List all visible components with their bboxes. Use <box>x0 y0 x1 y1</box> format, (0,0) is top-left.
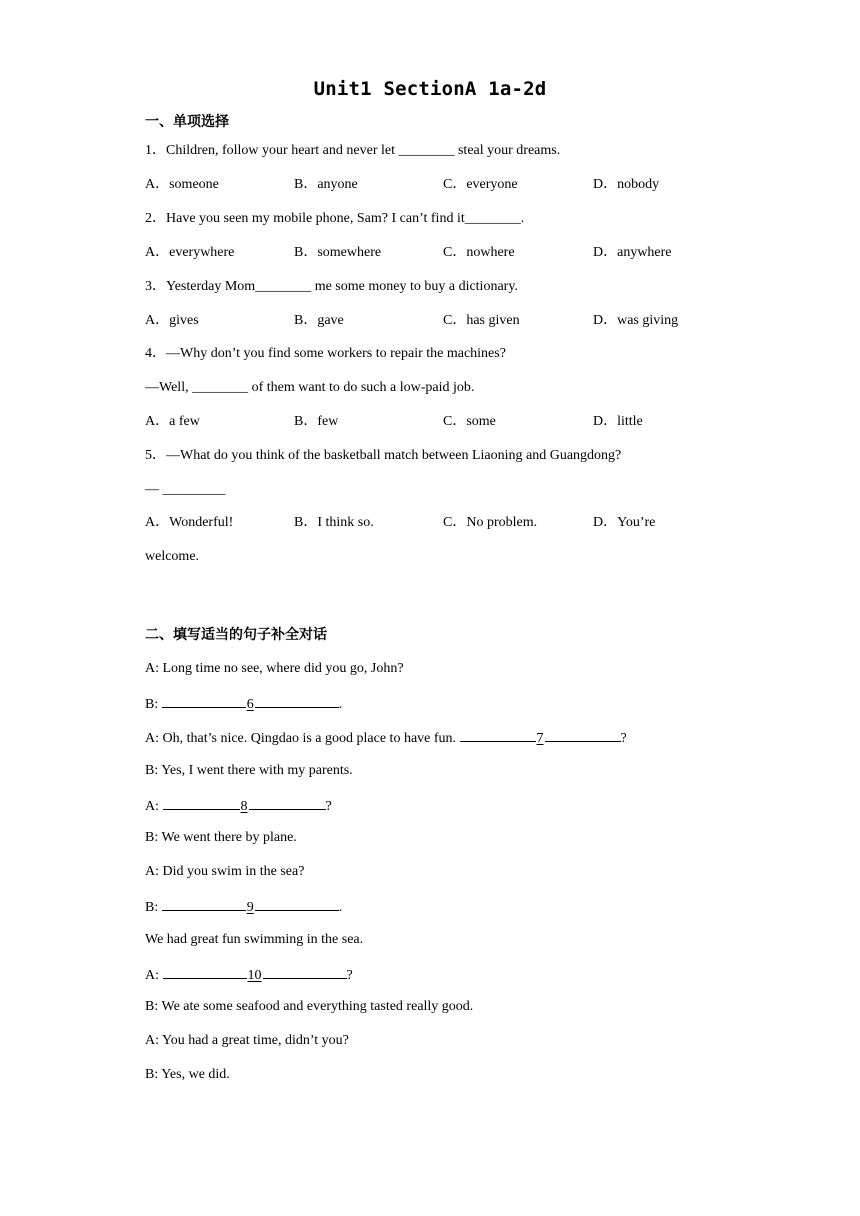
option-c: C．everyone <box>443 177 518 192</box>
question-number: 2． <box>145 211 166 226</box>
numbered-blank <box>163 795 326 817</box>
option-b: B．gave <box>294 313 344 328</box>
option-d: D．nobody <box>593 177 660 192</box>
dialogue-line <box>145 930 363 950</box>
option-b: B．few <box>294 414 339 429</box>
dialogue-text: Yes, I went there with my parents. <box>161 763 353 778</box>
question-text: Have you seen my mobile phone, Sam? I can’t find it <box>166 211 465 226</box>
speaker-label: A: <box>145 968 163 983</box>
question-4-line-2 <box>145 378 474 398</box>
dialogue-line <box>145 862 304 882</box>
dialogue-line <box>145 659 404 679</box>
option-b: B．I think so. <box>294 515 374 530</box>
question-2 <box>145 209 524 229</box>
dialogue-punctuation: ? <box>346 968 353 983</box>
speaker-label: A: <box>145 799 163 814</box>
question-number: 1． <box>145 143 166 158</box>
dialogue-line <box>145 795 332 817</box>
speaker-label: B: <box>145 900 162 915</box>
answer-blank: ________ <box>255 279 312 294</box>
answer-blank: ________ <box>192 380 249 395</box>
dialogue-line <box>145 1065 230 1085</box>
dialogue-text: We went there by plane. <box>161 830 297 845</box>
question-5-answer-line: — _________ <box>145 482 226 497</box>
option-a: A．gives <box>145 313 199 328</box>
question-text: of them want to do such a low-paid job. <box>248 380 475 395</box>
numbered-blank <box>162 693 339 715</box>
question-text: Yesterday Mom <box>166 279 256 294</box>
speaker-label: A: <box>145 661 163 676</box>
blank-number: 6 <box>246 697 254 712</box>
blank-number: 7 <box>536 731 544 746</box>
option-a: A．someone <box>145 177 219 192</box>
question-number: 4． <box>145 346 166 361</box>
option-c: C．nowhere <box>443 245 515 260</box>
question-text: steal your dreams. <box>454 143 561 158</box>
speaker-label: B: <box>145 1067 162 1082</box>
question-text: Children, follow your heart and never let <box>166 143 399 158</box>
question-4 <box>145 344 506 364</box>
speaker-label: B: <box>145 830 162 845</box>
dialogue-text: Did you swim in the sea? <box>162 864 305 879</box>
page-title: Unit1 SectionA 1a-2d <box>313 78 547 100</box>
dialogue-text: You had a great time, didn’t you? <box>161 1033 349 1048</box>
numbered-blank <box>460 727 621 749</box>
dialogue-line <box>145 997 473 1017</box>
dialogue-text: We ate some seafood and everything tasted really good. <box>161 999 474 1014</box>
dialogue-line <box>145 693 342 715</box>
option-d-continued: welcome. <box>145 549 200 564</box>
dialogue-punctuation: ? <box>620 731 627 746</box>
option-d: D．anywhere <box>593 245 672 260</box>
dialogue-punctuation: ? <box>325 799 332 814</box>
question-text: . <box>520 211 525 226</box>
speaker-label: A: <box>145 1033 162 1048</box>
dialogue-text: We had great fun swimming in the sea. <box>145 932 364 947</box>
dialogue-text: Yes, we did. <box>161 1067 230 1082</box>
question-number: 3． <box>145 279 166 294</box>
option-d: D．little <box>593 414 643 429</box>
question-5 <box>145 446 621 466</box>
dialogue-line <box>145 896 342 918</box>
speaker-label: B: <box>145 999 162 1014</box>
dialogue-line <box>145 761 353 781</box>
dialogue-punctuation: . <box>338 697 343 712</box>
section-heading-dialogue: 二、填写适当的句子补全对话 <box>145 627 327 643</box>
question-3 <box>145 277 518 297</box>
option-d: D．was giving <box>593 313 679 328</box>
dialogue-line <box>145 828 297 848</box>
option-d: D．You’re <box>593 515 656 530</box>
option-a: A．Wonderful! <box>145 515 234 530</box>
option-c: C．has given <box>443 313 520 328</box>
dialogue-text: Long time no see, where did you go, John? <box>162 661 404 676</box>
numbered-blank <box>163 964 347 986</box>
blank-number: 8 <box>240 799 248 814</box>
question-number: 5． <box>145 448 166 463</box>
blank-number: 9 <box>246 900 254 915</box>
speaker-label: B: <box>145 697 162 712</box>
answer-blank: ________ <box>398 143 455 158</box>
option-a: A．everywhere <box>145 245 235 260</box>
dialogue-line <box>145 727 627 749</box>
speaker-label: A: <box>145 731 163 746</box>
section-heading-multiple-choice: 一、单项选择 <box>145 114 229 130</box>
question-text: —Well, <box>145 380 193 395</box>
dialogue-text: Oh, that’s nice. Qingdao is a good place to have fun. <box>162 731 460 746</box>
speaker-label: B: <box>145 763 162 778</box>
question-text: me some money to buy a dictionary. <box>311 279 518 294</box>
speaker-label: A: <box>145 864 163 879</box>
dialogue-line <box>145 1031 349 1051</box>
option-b: B．somewhere <box>294 245 382 260</box>
answer-blank: ________ <box>464 211 521 226</box>
option-c: C．some <box>443 414 496 429</box>
option-b: B．anyone <box>294 177 358 192</box>
option-c: C．No problem. <box>443 515 538 530</box>
option-a: A．a few <box>145 414 200 429</box>
numbered-blank <box>162 896 339 918</box>
question-1 <box>145 141 560 161</box>
question-text: —What do you think of the basketball match between Liaoning and Guangdong? <box>166 448 622 463</box>
question-text: —Why don’t you find some workers to repair the machines? <box>166 346 506 361</box>
blank-number: 10 <box>247 968 262 983</box>
dialogue-line <box>145 964 353 986</box>
dialogue-punctuation: . <box>338 900 343 915</box>
